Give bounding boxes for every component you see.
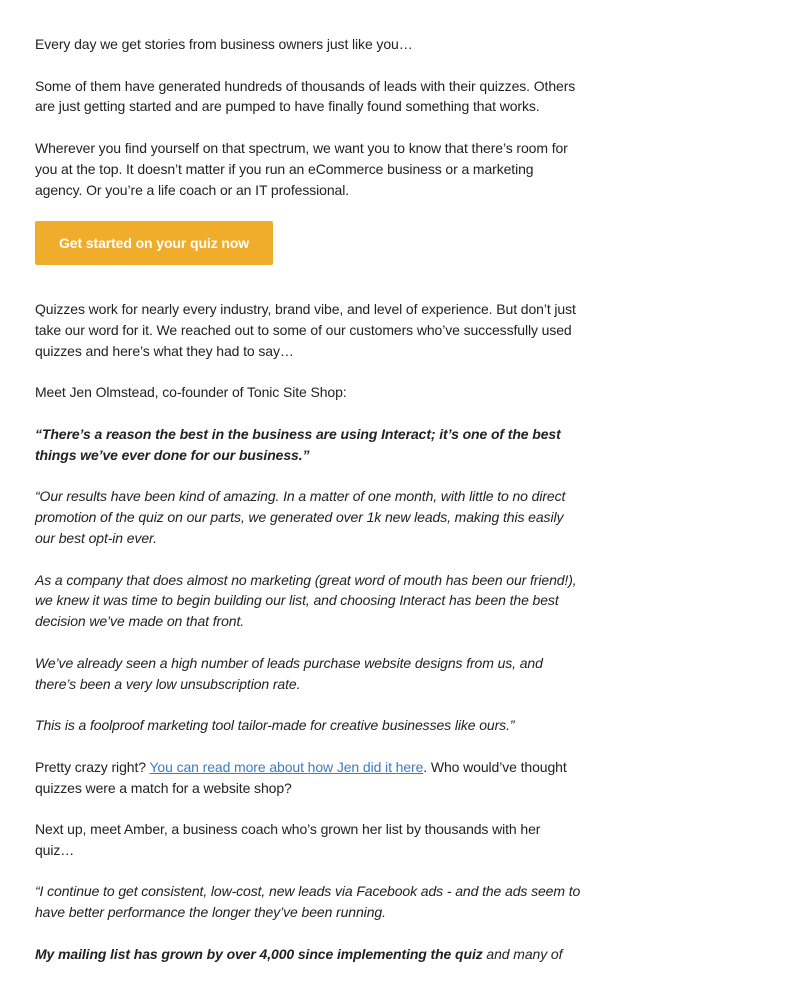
email-body — [35, 34, 583, 985]
amber-quote-bold-text: My mailing list has grown by over 4,000 since implementing the quiz — [35, 945, 483, 962]
quizzes-paragraph: Quizzes work for nearly every industry, brand vibe, and level of experience. But don’t just take our word for it. We reached out to some of our customers who’ve successfully used quizzes and here’s what they had to say… — [35, 301, 576, 359]
intro-paragraph: Every day we get stories from business owners just like you… — [35, 36, 413, 52]
crazy-right-paragraph — [35, 757, 583, 799]
jen-quote-foolproof: This is a foolproof marketing tool tailor-made for creative businesses like ours.” — [35, 717, 515, 734]
get-started-quiz-button[interactable]: Get started on your quiz now — [35, 221, 273, 265]
spectrum-paragraph: Wherever you find yourself on that spectrum, we want you to know that there’s room for you at the top. It doesn’t matter if you run an eCommerce business or a marketing agency. Or you’re a life coach or an IT professional. — [35, 139, 568, 198]
cta-container — [35, 221, 583, 265]
jen-quote-headline: “There’s a reason the best in the business are using Interact; it’s one of the best things we’ve ever done for our business.” — [35, 425, 561, 463]
crazy-prefix-text: Pretty crazy right? — [35, 758, 150, 775]
amber-quote-mailing-list — [35, 944, 583, 965]
crazy-suffix-text: . Who would’ve thought quizzes were a match for a website shop? — [35, 758, 567, 796]
meet-amber-paragraph: Next up, meet Amber, a business coach who’s grown her list by thousands with her quiz… — [35, 821, 541, 858]
read-more-jen-link[interactable]: You can read more about how Jen did it here — [149, 758, 424, 775]
jen-quote-results: “Our results have been kind of amazing. In a matter of one month, with little to no direct promotion of the quiz on our parts, we generated over 1k new leads, making this easily our best opt-in ever. — [35, 488, 566, 546]
leads-paragraph: Some of them have generated hundreds of thousands of leads with their quizzes. Others are just getting started and are pumped to have finally found something that works. — [35, 77, 576, 115]
amber-quote-rest-text: and many of — [482, 945, 563, 962]
amber-quote-ads: “I continue to get consistent, low-cost, new leads via Facebook ads - and the ads seem to have better performance the longer they’ve been running. — [35, 883, 581, 921]
jen-quote-company: As a company that does almost no marketing (great word of mouth has been our friend!), we knew it was time to begin building our list, and choosing Interact has been the best decision we’ve made on that front. — [35, 571, 577, 630]
jen-quote-leads: We’ve already seen a high number of leads purchase website designs from us, and there’s been a very low unsubscription rate. — [35, 654, 543, 692]
meet-jen-paragraph: Meet Jen Olmstead, co-founder of Tonic Site Shop: — [35, 384, 347, 401]
